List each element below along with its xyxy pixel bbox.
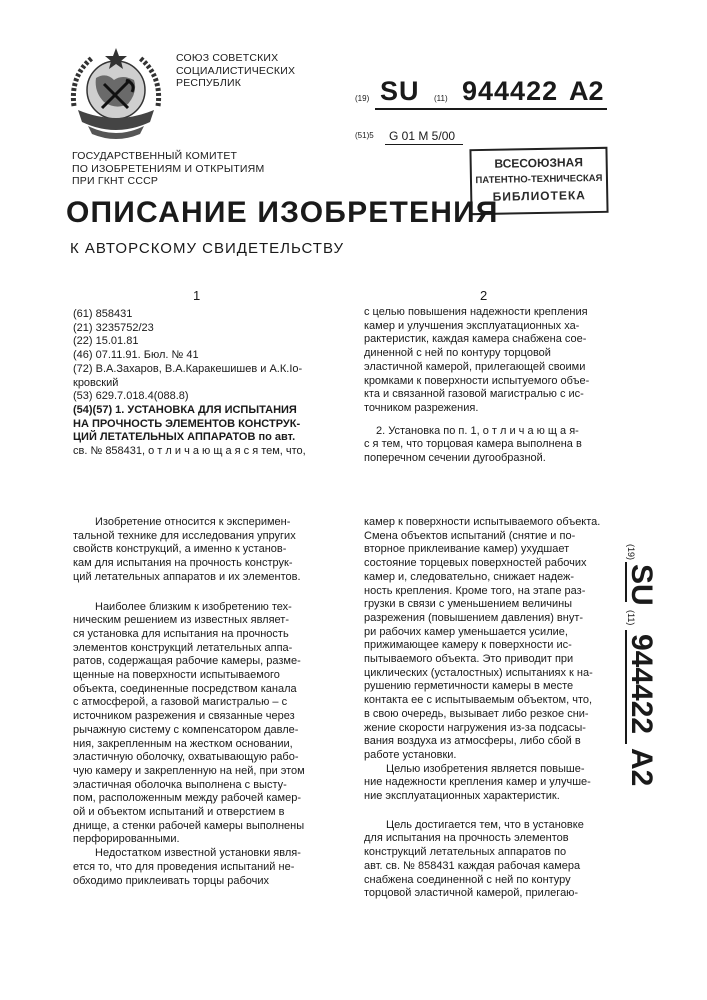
title-claim-line: (54)(57) 1. УСТАНОВКА ДЛЯ ИСПЫТАНИЯ [73,403,297,416]
claim-line: диненной с ней по контуру торцовой [364,347,551,360]
biblio-line: (21) 3235752/23 [73,321,154,334]
desc-line: чую камеру и закрепленную на ней, при этом [73,764,305,777]
document-subtitle: К АВТОРСКОМУ СВИДЕТЕЛЬСТВУ [70,240,345,257]
desc-line: ность крепления. Кроме того, на этапе раз- [364,584,586,597]
desc-line: Наиболее близким к изобретению тех- [95,600,292,613]
desc-line: камер и, следовательно, снижает надеж- [364,570,574,583]
desc-line: ническим решением из известных являет- [73,614,289,627]
claim-line: камер и улучшения эксплуатационных ха- [364,319,580,332]
desc-line: рычажную систему с компенсатором давле- [73,723,299,736]
desc-line: перфорированными. [73,833,180,846]
claim-line: эластичной камерой, прилегающей своими [364,360,586,373]
desc-line: эластичную оболочку, охватывающую рабо- [73,751,299,764]
biblio-line: (53) 629.7.018.4(088.8) [73,390,189,403]
committee-title [72,150,264,188]
desc-line: жение скорости нагружения из-за подсасы- [364,721,586,734]
desc-line: контакта ее с испытываемым объектом, что, [364,694,593,707]
union-line: СОЦИАЛИСТИЧЕСКИХ [176,64,296,77]
desc-line: ния, закрепленным на жестком основании, [73,737,293,750]
claims [364,306,589,466]
kind-code: A2 [569,76,604,106]
desc-line: ций летательных аппаратов и их элементов. [73,570,301,583]
country-code: SU [380,76,420,106]
biblio-line: (22) 15.01.81 [73,335,139,348]
desc-line: рушению герметичности камеры в месте [364,680,574,693]
desc-line: вания воздуха из атмосферы, либо сбой в [364,735,581,748]
column-number-right: 2 [480,288,488,303]
desc-line: ся установка для испытания на прочность [73,627,289,640]
stamp-line: ПАТЕНТНО-ТЕХНИЧЕСКАЯ [475,172,603,187]
description-right-column [364,516,600,901]
desc-line: с атмосферой, а газовой магистралью – с [73,696,288,709]
title-claim-line: ЦИЙ ЛЕТАТЕЛЬНЫХ АППАРАТОВ по авт. [73,431,296,444]
side-code-11: (11) [626,610,636,626]
description-left-column [73,516,305,888]
desc-line: Недостатком известной установки явля- [95,847,301,860]
biblio-line: (61) 858431 [73,308,133,320]
claim-line: поперечном сечении дугообразной. [364,452,546,465]
desc-line: Смена объектов испытаний (снятие и по- [364,529,576,542]
desc-line: источником разрежения и связанные через [73,710,295,723]
document-title: ОПИСАНИЕ ИЗОБРЕТЕНИЯ [66,196,499,229]
desc-line: эластичная оболочка выполнена с высту- [73,778,287,791]
side-kind: A2 [625,748,658,787]
desc-line: Цель достигается тем, что в установке [386,818,584,831]
desc-line: ой и объектом испытаний и отверстием в [73,806,285,819]
ipc-underline [385,144,463,145]
patent-number: 944422 [462,76,559,106]
code-51: (51)5 [355,131,374,140]
side-country: SU [625,564,658,606]
desc-line: пытываемого объекта. Это приводит при [364,653,574,666]
union-line: СОЮЗ СОВЕТСКИХ [176,52,279,64]
desc-line: прижимающее камеру к поверхности ис- [364,639,572,652]
biblio-line: (72) В.А.Захаров, В.А.Каракешишев и А.К.Іо- [73,362,303,375]
desc-line: ние эксплуатационных характеристик. [364,790,560,803]
claim-line: с целью повышения надежности крепления [364,306,588,318]
desc-line: ется то, что для проведения испытаний не- [73,860,295,873]
desc-line: ратов, содержащая рабочие камеры, разме- [73,655,301,668]
desc-line: состояние торцевых поверхностей рабочих [364,557,587,570]
claim-line: с я тем, что торцовая камера выполнена в [364,438,582,451]
desc-line: авт. св. № 858431 каждая рабочая камера [364,859,581,872]
desc-line: разрежения (повышением давления) внут- [364,611,584,624]
ussr-emblem [66,44,166,144]
desc-line: щенные на поверхности испытываемого [73,669,280,682]
desc-line: грузки в связи с уменьшением величины [364,598,573,611]
desc-line: обходимо приклеивать торцы рабочих [73,874,270,887]
desc-line: для испытания на прочность элементов [364,832,569,845]
desc-line: днище, а стенки рабочей камеры выполнены [73,819,305,832]
publication-underline [375,108,607,110]
code-11: (11) [434,94,448,103]
claim-line: рактеристик, каждая камера снабжена сое- [364,333,587,346]
committee-line: ПРИ ГКНТ СССР [72,175,159,187]
desc-line: свойств конструкций, а именно к установ- [73,543,287,556]
stamp-line: ВСЕСОЮЗНАЯ [494,155,584,171]
desc-line: кам для испытания на прочность конструк- [73,557,293,570]
desc-line: тальной технике для исследования упругих [73,529,296,542]
bibliography [73,308,306,459]
side-code-19: (19) [626,544,636,561]
desc-line: ри рабочих камер уменьшается усилие, [364,625,568,638]
desc-line: конструкций летательных аппаратов по [364,846,567,859]
desc-line: объекта, соединенные посредством канала [73,682,297,695]
desc-line: торцовой эластичной камерой, прилегаю- [364,887,579,900]
biblio-line: (46) 07.11.91. Бюл. № 41 [73,349,199,362]
claim-line: кта и связанной газовой магистралью с ис- [364,388,584,401]
claim-line: кромками к поверхности испытуемого объе- [364,374,590,387]
committee-line: ПО ИЗОБРЕТЕНИЯМ И ОТКРЫТИЯМ [72,162,265,175]
claim-line: 2. Установка по п. 1, о т л и ч а ю щ а я- [376,424,579,437]
biblio-line: кровский [73,376,119,389]
side-publication-number [614,544,664,794]
desc-line: камер к поверхности испытываемого объекта. [364,516,601,528]
desc-line: пом, расположенным между рабочей камер- [73,792,301,805]
desc-line: в свою очередь, вызывает либо резкое сни- [364,707,589,720]
ipc-value: G 01 M 5/00 [389,129,456,143]
desc-line: работе установки. [364,748,457,761]
stamp-line: БИБЛИОТЕКА [492,188,587,204]
invention-title-claim [73,404,306,459]
desc-line: Изобретение относится к эксперимен- [95,516,291,528]
code-19: (19) [355,94,370,103]
desc-line: ние надежности крепления камер и улучше- [364,776,591,789]
union-title [176,52,295,90]
side-number: 944422 [625,634,658,735]
desc-line: вторное приклеивание камер) ухудшает [364,543,570,556]
desc-line: снабжена соединенной с ней по контуру [364,873,571,886]
claim-line: точником разрежения. [364,401,479,414]
desc-line: циклических (усталостных) испытаниях к на- [364,666,593,679]
title-claim-line: св. № 858431, о т л и ч а ю щ а я с я тем, что, [73,445,306,458]
desc-line: элементов конструкций летательных аппа- [73,641,293,654]
committee-line: ГОСУДАРСТВЕННЫЙ КОМИТЕТ [72,150,238,162]
union-line: РЕСПУБЛИК [176,77,242,89]
title-claim-line: НА ПРОЧНОСТЬ ЭЛЕМЕНТОВ КОНСТРУК- [73,417,301,430]
desc-line: Целью изобретения является повыше- [386,762,585,775]
column-number-left: 1 [193,288,201,303]
